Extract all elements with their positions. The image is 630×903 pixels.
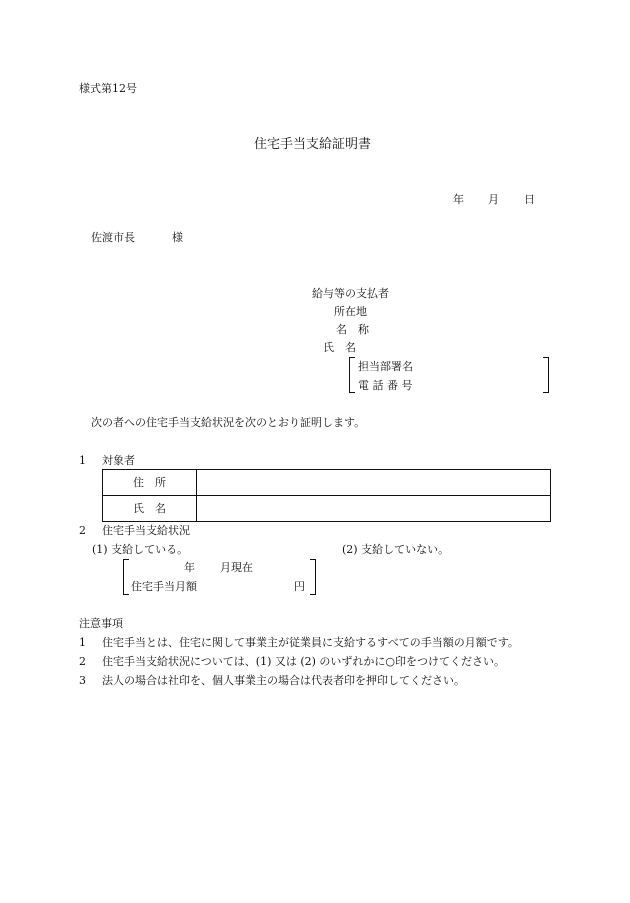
date-day-label: 日 xyxy=(524,193,535,206)
payer-address-label: 所在地 xyxy=(334,305,367,318)
notes-heading: 注意事項 xyxy=(79,617,123,630)
yen-label: 円 xyxy=(294,580,305,593)
note-1-text: 住宅手当とは、住宅に関して事業主が従業員に支給するすべての手当額の月額です。 xyxy=(102,636,519,649)
date-year-label: 年 xyxy=(453,193,464,206)
table-row xyxy=(103,470,551,496)
as-of-month-label: 月現在 xyxy=(220,561,253,574)
date-month-label: 月 xyxy=(488,193,499,206)
section-2-number: 2 xyxy=(79,524,86,537)
form-number: 様式第12号 xyxy=(79,82,137,95)
note-3-number: 3 xyxy=(79,674,86,687)
note-3-text: 法人の場合は社印を、個人事業主の場合は代表者印を押印してください。 xyxy=(102,674,465,687)
addressee-honorific: 様 xyxy=(172,231,183,244)
section-1-heading: 対象者 xyxy=(102,454,135,467)
option-paying[interactable]: (1) 支給している。 xyxy=(92,543,189,556)
contact-bracket-left xyxy=(349,357,355,393)
note-2-text: 住宅手当支給状況については、(1) 又は (2) のいずれかに○印をつけてください。 xyxy=(102,655,506,668)
note-2-number: 2 xyxy=(79,655,86,668)
note-1-number: 1 xyxy=(79,636,86,649)
section-1-number: 1 xyxy=(79,454,86,467)
address-label-cell: 住 所 xyxy=(103,470,197,496)
payer-dept-label: 担当部署名 xyxy=(358,360,413,373)
section-2-heading: 住宅手当支給状況 xyxy=(102,524,190,537)
address-value-cell[interactable] xyxy=(197,470,551,496)
payer-phone-label: 電 話 番 号 xyxy=(358,379,413,392)
as-of-year-label: 年 xyxy=(184,561,195,574)
name-label-cell: 氏 名 xyxy=(103,496,197,522)
addressee-name: 佐渡市長 xyxy=(91,231,135,244)
option-not-paying[interactable]: (2) 支給していない。 xyxy=(342,543,450,556)
table-row xyxy=(103,496,551,522)
name-value-cell[interactable] xyxy=(197,496,551,522)
payer-name-label: 名 称 xyxy=(336,323,369,336)
amount-bracket-left xyxy=(123,559,129,595)
payer-heading: 給与等の支払者 xyxy=(312,287,389,300)
target-person-table xyxy=(102,469,551,522)
amount-bracket-right xyxy=(310,559,316,595)
contact-bracket-right xyxy=(543,357,549,393)
payer-person-label: 氏 名 xyxy=(323,341,356,354)
monthly-amount-label: 住宅手当月額 xyxy=(131,580,197,593)
intro-text: 次の者への住宅手当支給状況を次のとおり証明します。 xyxy=(91,416,366,429)
document-title: 住宅手当支給証明書 xyxy=(254,137,372,152)
